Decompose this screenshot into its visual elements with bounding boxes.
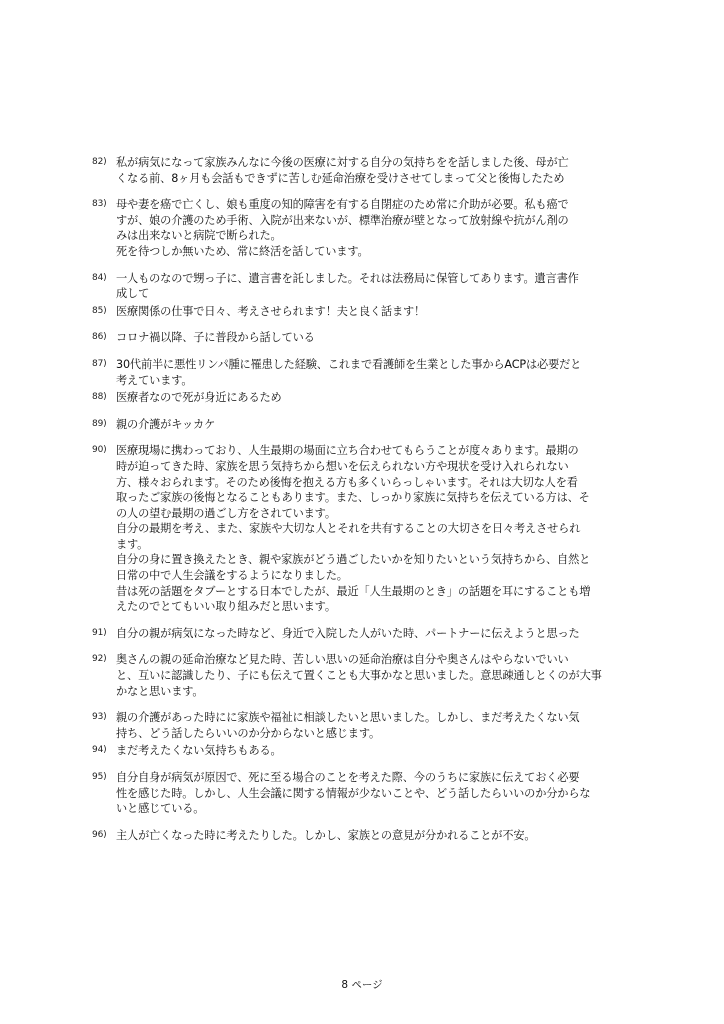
response-entry-94 xyxy=(92,743,637,759)
text-line: 昔は死の話題をタブーとする日本でしたが、最近「人生最期のとき」の話題を耳にすることも増 xyxy=(116,584,591,598)
text-line: 親の介護があった時にに家族や福祉に相談したいと思いました。しかし、まだ考えたくない気 xyxy=(116,711,580,725)
response-entry-86 xyxy=(92,330,637,346)
text-line: 母や妻を癌で亡くし、娘も重度の知的障害を有する自閉症のため常に介助が必要。私も癌で xyxy=(116,198,569,212)
entry-text xyxy=(116,626,637,642)
text-line: 奥さんの親の延命治療など見た時、苦しい思いの延命治療は自分や奥さんはやらないでいい xyxy=(116,653,569,667)
response-entry-96 xyxy=(92,828,637,844)
entry-text xyxy=(116,417,637,433)
entry-text xyxy=(116,155,637,186)
text-line: まだ考えたくない気持ちもある。 xyxy=(116,744,282,758)
entry-number: 95) xyxy=(92,772,107,782)
response-entry-84 xyxy=(92,271,637,302)
entry-text xyxy=(116,743,637,759)
entry-number: 84) xyxy=(92,272,107,283)
entry-text xyxy=(116,443,637,615)
entry-number: 83) xyxy=(92,199,107,210)
text-line: 一人ものなので甥っ子に、遺言書を託しました。それは法務局に保管してあります。遺言書作 xyxy=(116,271,579,285)
text-line: 日常の中で人生会議をするようになりました。 xyxy=(116,569,348,583)
entry-text xyxy=(116,357,637,388)
text-line: すが、娘の介護のため手術、入院が出来ないが、標準治療が壁となって放射線や抗がん剤の xyxy=(116,213,569,227)
entry-text xyxy=(116,828,637,844)
text-line: かなと思います。 xyxy=(116,684,204,698)
response-list xyxy=(92,155,637,843)
response-entry-85 xyxy=(92,304,637,320)
response-entry-87 xyxy=(92,357,637,388)
text-line: 医療者なので死が身近にあるため xyxy=(116,391,282,405)
response-entry-92 xyxy=(92,652,637,699)
response-entry-95 xyxy=(92,770,637,817)
text-line: いと感じている。 xyxy=(116,802,205,816)
response-entry-88 xyxy=(92,390,637,406)
entry-number: 88) xyxy=(92,392,107,403)
response-entry-82 xyxy=(92,155,637,186)
entry-number: 94) xyxy=(92,745,107,756)
text-line: みは出来ないと病院で断られた。 xyxy=(116,229,282,243)
text-line: 30代前半に悪性リンパ腫に罹患した経験、これまで看護師を生業とした事からACPは必要だと xyxy=(116,357,582,371)
entry-number: 82) xyxy=(92,157,107,167)
entry-number: 92) xyxy=(92,654,107,665)
response-entry-91 xyxy=(92,626,637,642)
entry-number: 89) xyxy=(92,418,107,429)
entry-text xyxy=(116,770,637,817)
text-line: の人の望む最期の過ごし方をされています。 xyxy=(116,506,336,520)
response-entry-89 xyxy=(92,417,637,433)
text-line: 方、様々おられます。そのため後悔を抱える方も多くいらっしゃいます。それは大切な人を看 xyxy=(116,475,578,489)
entry-number: 87) xyxy=(92,358,107,369)
text-line: 私が病気になって家族みんなに今後の医療に対する自分の気持ちをを話しました後、母が亡 xyxy=(116,156,569,169)
text-line: 自分自身が病気が原因で、死に至る場合のことを考えた際、今のうちに家族に伝えておく必要 xyxy=(116,771,580,784)
text-line: と、互いに認識したり、子にも伝えて置くことも大事かなと思いました。意思疎通しとくのが大事 xyxy=(116,669,602,683)
text-line: 医療現場に携わっており、人生最期の場面に立ち合わせてもらうことが度々あります。最期の xyxy=(116,444,579,458)
text-line: くなる前、8ヶ月も会話もできずに苦しむ延命治療を受けさせてしまって父と後悔したため xyxy=(116,171,565,185)
entry-text xyxy=(116,330,637,346)
text-line: 自分の身に置き換えたとき、親や家族がどう過ごしたいかを知りたいという気持ちから、自然と xyxy=(116,553,591,567)
entry-text xyxy=(116,304,637,320)
text-line: 時が迫ってきた時、家族を思う気持ちから想いを伝えられない方や現状を受け入れられない xyxy=(116,459,569,473)
text-line: 成して xyxy=(116,287,150,301)
text-line: ます。 xyxy=(116,537,149,551)
entry-number: 91) xyxy=(92,627,107,638)
entry-text xyxy=(116,710,637,741)
entry-text xyxy=(116,390,637,406)
response-entry-93 xyxy=(92,710,637,741)
text-line: 自分の親が病気になった時など、身近で入院した人がいた時、パートナーに伝えようと思った xyxy=(116,626,580,640)
text-line: 持ち、どう話したらいいのか分からないと感じます。 xyxy=(116,726,381,740)
entry-text xyxy=(116,652,637,699)
text-line: 親の介護がキッカケ xyxy=(116,417,216,431)
text-line: えたのでとてもいい取り組みだと思います。 xyxy=(116,600,336,614)
entry-number: 96) xyxy=(92,829,107,840)
text-line: 死を待つしか無いため、常に終活を話しています。 xyxy=(116,244,369,258)
entry-number: 86) xyxy=(92,332,107,343)
entry-number: 90) xyxy=(92,445,107,456)
text-line: コロナ禍以降、子に普段から話している xyxy=(116,331,315,345)
entry-number: 93) xyxy=(92,712,107,723)
text-line: 医療関係の仕事で日々、考えさせられます！夫と良く話ます！ xyxy=(116,304,426,318)
entry-number: 85) xyxy=(92,305,107,316)
page-number: 8 ページ xyxy=(341,979,383,991)
text-line: 性を感じた時。しかし、人生会議に関する情報が少ないことや、どう話したらいいのか分からな xyxy=(116,786,591,800)
entry-text xyxy=(116,271,637,302)
text-line: 考えています。 xyxy=(116,373,193,387)
text-line: 主人が亡くなった時に考えたりした。しかし、家族との意見が分かれることが不安。 xyxy=(116,828,536,842)
response-entry-83 xyxy=(92,197,637,259)
text-line: 自分の最期を考え、また、家族や大切な人とそれを共有することの大切さを日々考えさせられ xyxy=(116,522,581,536)
response-entry-90 xyxy=(92,443,637,615)
text-line: 取ったご家族の後悔となることもあります。また、しっかり家族に気持ちを伝えている方は、そ xyxy=(116,491,590,505)
entry-text xyxy=(116,197,637,259)
